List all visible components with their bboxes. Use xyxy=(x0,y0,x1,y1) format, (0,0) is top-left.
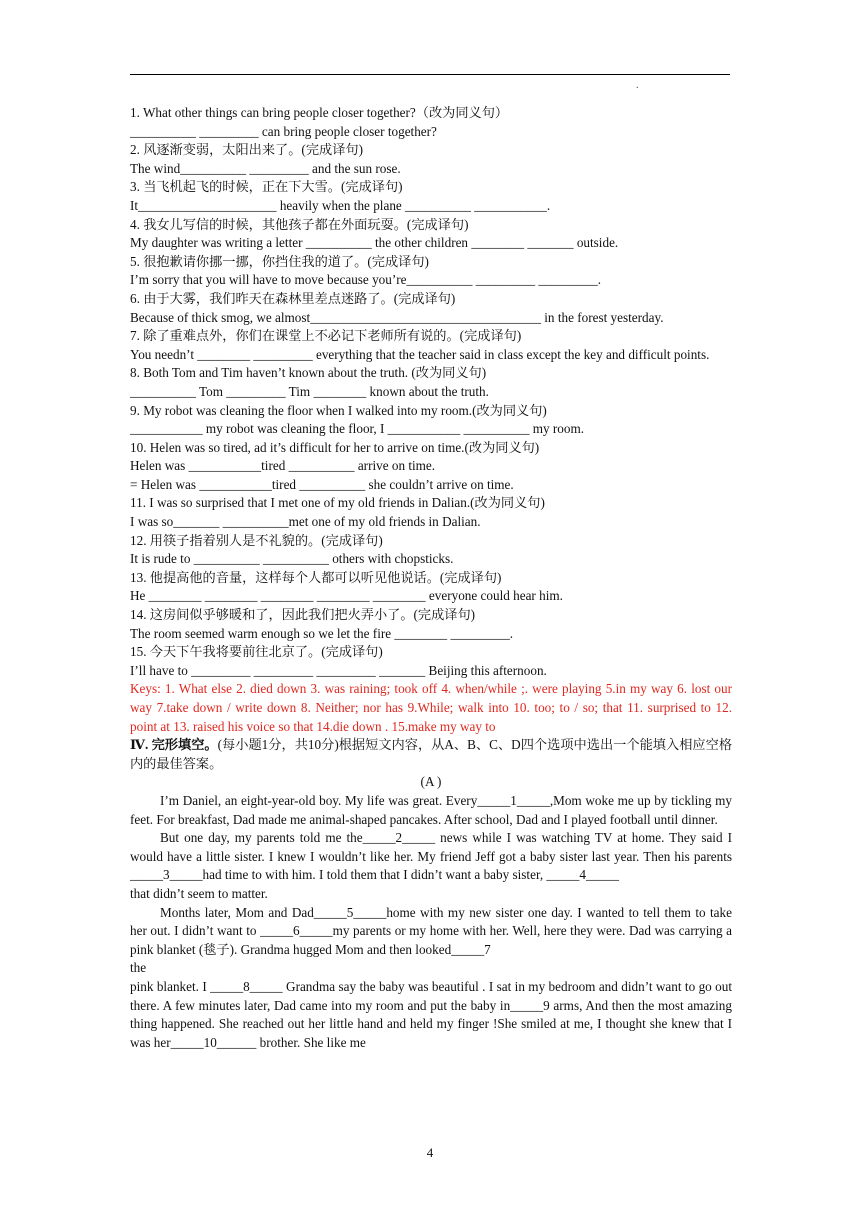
question-15: 15. 今天下午我将要前往北京了。(完成译句) xyxy=(130,644,383,660)
passage-paragraph-3-word: the xyxy=(130,960,147,976)
answer-line-3: It_____________________ heavily when the plane __________ ___________. xyxy=(130,197,551,213)
question-1: 1. What other things can bring people closer together?（改为同义句） xyxy=(130,105,509,120)
answer-line-10b: = Helen was ___________tired __________ she couldn’t arrive on time. xyxy=(130,476,514,492)
question-8: 8. Both Tom and Tim haven’t known about the truth. (改为同义句) xyxy=(130,365,487,381)
answer-line-13: He ________ ________ ________ ________ ________ everyone could hear him. xyxy=(130,588,563,604)
answer-line-6: Because of thick smog, we almost___________________________________ in the forest yesterday. xyxy=(130,309,664,325)
answer-line-2: The wind__________ _________ and the sun rose. xyxy=(130,160,401,176)
passage-label: (A ) xyxy=(420,774,442,790)
page-number: 4 xyxy=(426,1145,434,1160)
answer-line-9: ___________ my robot was cleaning the floor, I ___________ __________ my room. xyxy=(130,421,585,437)
passage-paragraph-2-end: that didn’t seem to matter. xyxy=(130,885,268,901)
answer-line-4: My daughter was writing a letter __________ the other children ________ _______ outside. xyxy=(130,235,619,251)
question-11: 11. I was so surprised that I met one of my old friends in Dalian.(改为同义句) xyxy=(130,495,545,511)
question-12: 12. 用筷子指着别人是不礼貌的。(完成译句) xyxy=(130,532,383,548)
answer-line-12: It is rude to __________ __________ others with chopsticks. xyxy=(130,551,454,567)
passage-paragraph-2: But one day, my parents told me the_____2_____ news while I was watching TV at home. They said I would have a little sister. I knew I wouldn’t like her. My friend Jeff got a baby sister last year. Then his parents _____3_____had time to with him. I told them that I didn’t want a baby sister, _____4_____ xyxy=(130,830,732,883)
answer-line-1: __________ _________ can bring people closer together? xyxy=(130,123,437,139)
question-3: 3. 当飞机起飞的时候，正在下大雪。(完成译句) xyxy=(130,179,403,195)
question-14: 14. 这房间似乎够暖和了，因此我们把火弄小了。(完成译句) xyxy=(130,607,476,623)
passage-paragraph-3: Months later, Mom and Dad_____5_____home with my new sister one day. I wanted to tell them to take her out. I didn’t want to _____6_____my parents or my home with her. Well, here they were. Dad was carrying a pink blanket (毯子). Grandma hugged Mom and then looked_____7 xyxy=(130,904,732,957)
answer-keys: Keys: 1. What else 2. died down 3. was raining; took off 4. when/while ;. were playing 5.in my way 6. lost our way 7.take down / write down 8. Neither; nor has 9.While; walk into 10. too; to / so; that 11. surprised to 12. point at 13. raised his voice so that 14.die down . 15.make my way to xyxy=(130,681,732,734)
answer-line-14: The room seemed warm enough so we let the fire ________ _________. xyxy=(130,625,514,641)
section-instruction: (每小题1分，共10分)根据短文内容，从A、B、C、D四个选项中选出一个能填入相应空格内的最佳答案。 xyxy=(130,737,733,771)
question-7: 7. 除了重难点外，你们在课堂上不必记下老师所有说的。(完成译句) xyxy=(130,328,522,344)
question-9: 9. My robot was cleaning the floor when I walked into my room.(改为同义句) xyxy=(130,402,547,418)
passage-paragraph-4: pink blanket. I _____8_____ Grandma say the baby was beautiful . I sat in my bedroom and didn’t want to go out there. A few minutes later, Dad came into my room and put the baby in_____9 arms, And then the most amazing thing happened. She reached out her little hand and held my finger !She smiled at me, I thought she knew that I was her_____10______ brother. She like me xyxy=(130,978,732,1050)
section-heading xyxy=(130,736,732,773)
answer-line-8: __________ Tom _________ Tim ________ known about the truth. xyxy=(130,383,489,399)
question-4: 4. 我女儿写信的时候，其他孩子都在外面玩耍。(完成译句) xyxy=(130,216,469,232)
answer-line-10a: Helen was ___________tired __________ arrive on time. xyxy=(130,458,436,474)
question-6: 6. 由于大雾，我们昨天在森林里差点迷路了。(完成译句) xyxy=(130,290,456,306)
question-2: 2. 风逐渐变弱，太阳出来了。(完成译句) xyxy=(130,142,363,158)
answer-line-15: I’ll have to _________ _________ _________ _______ Beijing this afternoon. xyxy=(130,662,547,678)
answer-line-7: You needn’t ________ _________ everything that the teacher said in class except the key and difficult points. xyxy=(130,346,710,362)
question-13: 13. 他提高他的音量，这样每个人都可以听见他说话。(完成译句) xyxy=(130,569,502,585)
question-5: 5. 很抱歉请你挪一挪，你挡住我的道了。(完成译句) xyxy=(130,253,429,269)
question-10: 10. Helen was so tired, ad it’s difficult for her to arrive on time.(改为同义句) xyxy=(130,439,540,455)
header-rule xyxy=(130,74,730,75)
answer-line-5: I’m sorry that you will have to move because you’re__________ _________ _________. xyxy=(130,272,602,288)
answer-line-11: I was so_______ __________met one of my old friends in Dalian. xyxy=(130,514,481,530)
passage-paragraph-1: I’m Daniel, an eight-year-old boy. My life was great. Every_____1_____,Mom woke me up by tickling my feet. For breakfast, Dad made me animal-shaped pancakes. After school, Dad and I played football until dinner. xyxy=(130,792,732,827)
header-dot: . xyxy=(636,80,639,91)
worksheet-content xyxy=(130,104,732,1052)
section-title: Ⅳ. 完形填空。 xyxy=(130,737,218,753)
